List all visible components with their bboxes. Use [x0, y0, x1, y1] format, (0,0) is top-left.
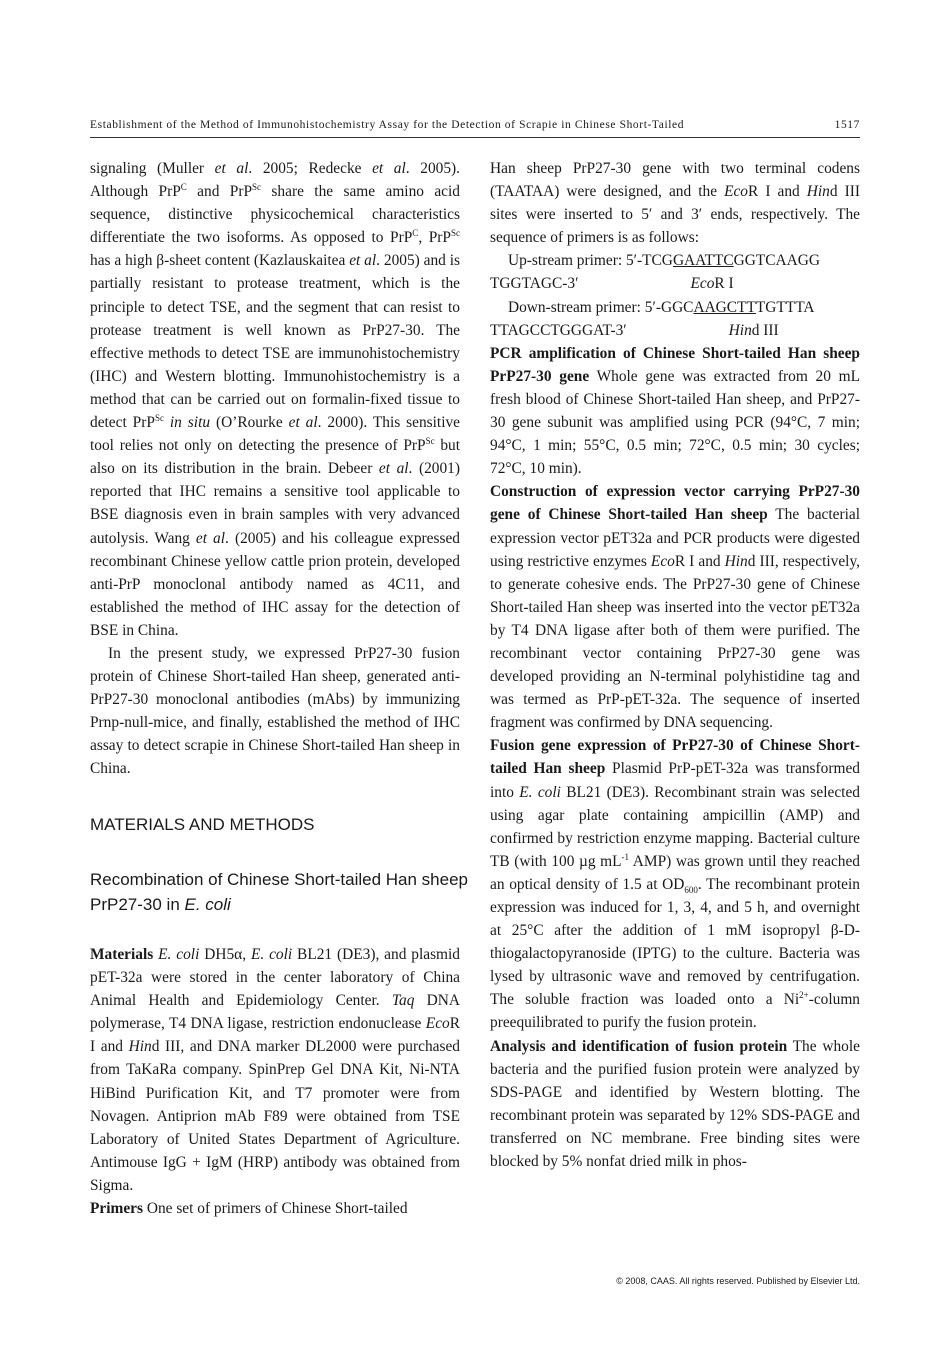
text-run: GAATTC — [672, 252, 734, 270]
text-run: d III, respectively, to generate cohesive ends. The PrP27-30 gene of Chinese Short-tailed Han sheep was inserted into the vector pET32a by T4 DNA ligase after both of them were purified. The recombinant vector containing PrP27-30 gene was developed providing an N-terminal polyhistidine tag and was termed as PrP-pET-32a. The sequence of inserted fragment was confirmed by DNA sequencing. — [490, 552, 860, 732]
section-heading: MATERIALS AND METHODS — [90, 815, 315, 834]
text-run: C — [412, 228, 419, 239]
text-run: Up-stream primer: 5′-TCG — [508, 252, 673, 270]
page-number: 1517 — [834, 119, 860, 131]
copyright-footer: © 2008, CAAS. All rights reserved. Published by Elsevier Ltd. — [616, 1276, 860, 1286]
text-run: share the same amino acid sequence, distinctive physicochemical characteristics differentiate the two isoforms. As opposed to PrP — [90, 183, 460, 247]
text-run: GGTCAAGG — [733, 252, 821, 270]
text-run: Hin — [728, 321, 752, 339]
text-run: The whole bacteria and the purified fusion protein were analyzed by SDS-PAGE and identified by Western blotting. The recombinant protein was separated by 12% SDS-PAGE and transferred on NC membrane. Free binding sites were blocked by 5% nonfat dried milk in phos- — [490, 1037, 860, 1171]
downstream-primer-line2 — [490, 319, 860, 342]
text-run: Eco — [724, 183, 749, 201]
text-run: et al — [195, 529, 226, 547]
text-run: DH5α, — [199, 946, 251, 963]
paragraph-primers-continued — [490, 157, 860, 249]
ecori-site-label — [690, 275, 733, 292]
text-run: AAGCTT — [693, 298, 756, 316]
text-run: R I and — [674, 552, 725, 570]
text-run: Hin — [806, 183, 830, 201]
header-rule — [90, 137, 860, 138]
text-run: Sc — [450, 228, 460, 239]
text-run: , PrP — [418, 229, 451, 247]
text-run: et al — [378, 460, 409, 478]
text-run: has a high β-sheet content (Kazlauskaitea — [90, 252, 350, 270]
text-run: . 2005) and is partially resistant to protease treatment, which is the principle to detect TSE, and the segment that can resist to protease treatment is well known as PrP27-30. The effective methods to detect TSE are immunohistochemistry (IHC) and Western blotting. Immunohistochemistry is a method that can be carried out on formalin-fixed tissue to detect PrP — [90, 252, 460, 432]
text-run: Taq — [391, 992, 415, 1010]
text-run: BL21 (DE3). Recombinant strain was selected using agar plate containing ampicillin (AMP) and confirmed by restriction enzyme mapping. Bacterial culture TB (with 100 µg mL — [490, 783, 860, 870]
text-run: Sc — [154, 412, 164, 423]
text-run: R I — [714, 275, 734, 293]
hindiii-site-label — [729, 322, 779, 339]
text-run: E. coli — [158, 946, 200, 963]
text-run: . 2005). Although PrP — [90, 160, 461, 201]
paragraph-primers-start — [90, 1197, 460, 1220]
paragraph-construction — [490, 480, 860, 734]
upstream-primer-seq — [490, 275, 578, 292]
text-run: -1 — [621, 851, 630, 862]
text-run: TGGTAGC-3′ — [490, 275, 579, 293]
text-run: Eco — [425, 1015, 450, 1033]
text-run: Plasmid PrP-pET-32a was transformed into — [490, 760, 860, 801]
text-run: Eco — [650, 552, 675, 570]
text-run: Recombination of Chinese Short-tailed Han sheep PrP27-30 in — [90, 870, 469, 914]
text-run: Eco — [690, 275, 715, 293]
text-run: . The recombinant protein expression was induced for 1, 3, 4, and 5 h, and overnight at 25°C after the addition of 1 mM isopropyl β-D-thiogalactopyranoside (IPTG) to the culture. Bacteria was lysed by ultrasonic wave and removed by centrifugation. The soluble fraction was loaded onto a Ni — [490, 875, 860, 1009]
left-column — [90, 157, 460, 781]
text-run: Materials — [90, 946, 154, 963]
subsection-heading — [90, 867, 470, 917]
paragraph-intro-continued — [90, 157, 460, 642]
text-run: Sc — [425, 436, 435, 446]
text-run: Primers — [90, 1200, 143, 1218]
text-run: Whole gene was extracted from 20 mL fresh blood of Chinese Short-tailed Han sheep, and PrP27-30 gene subunit was amplified using PCR (94°C, 7 min; 94°C, 1 min; 55°C, 0.5 min; 72°C, 0.5 min; 30 cycles; 72°C, 10 min). — [490, 367, 860, 478]
text-run: In the present study, we expressed PrP27-30 fusion protein of Chinese Short-tailed Han sheep, generated anti-PrP27-30 monoclonal antibodies (mAbs) by immunizing Prnp-null-mice, and finally, established the method of IHC assay to detect scrapie in Chinese Short-tailed Han sheep in China. — [90, 644, 460, 778]
downstream-primer-seq — [490, 322, 627, 339]
text-run: DNA polymerase, T4 DNA ligase, restriction endonuclease — [90, 992, 460, 1033]
text-run: R I and — [90, 1015, 460, 1056]
text-run: but also on its distribution in the brain. Debeer — [90, 437, 460, 478]
text-run: signaling (Muller — [90, 160, 215, 177]
paragraph-fusion-expression — [490, 734, 860, 1034]
text-run: -column preequilibrated to purify the fusion protein. — [490, 991, 860, 1032]
upstream-primer-line1 — [490, 249, 860, 272]
text-run: 2+ — [799, 990, 809, 1001]
paragraph-present-study — [90, 642, 460, 781]
text-run: Hin — [128, 1038, 152, 1056]
text-run: E. coli — [519, 783, 561, 801]
text-run: Sc — [252, 181, 262, 192]
materials-block — [90, 943, 460, 1220]
upstream-primer-line2 — [490, 272, 860, 295]
text-run: . 2005; Redecke — [248, 160, 373, 177]
text-run: 600 — [684, 884, 698, 895]
text-run: et al — [214, 160, 249, 177]
paragraph-materials — [90, 943, 460, 1197]
text-run: R I and — [748, 183, 807, 201]
text-run: . 2000). This sensitive tool relies not only on detecting the presence of PrP — [90, 414, 461, 455]
text-run: TGTTTA — [755, 298, 815, 316]
text-run: The bacterial expression vector pET32a and PCR products were digested using restrictive enzymes — [490, 506, 861, 570]
text-run: . (2001) reported that IHC remains a sensitive tool applicable to BSE diagnosis even in brain samples with very advanced autolysis. Wang — [90, 460, 460, 547]
text-run: Construction of expression vector carrying PrP27-30 gene of Chinese Short-tailed Han sheep — [490, 483, 860, 524]
text-run: Down-stream primer: 5′-GGC — [508, 298, 694, 316]
text-run: d III — [751, 321, 779, 339]
text-run: et al — [349, 252, 377, 270]
text-run: (O’Rourke — [210, 414, 289, 432]
text-run: and PrP — [186, 183, 253, 201]
text-run: et al — [372, 160, 406, 177]
text-run: Fusion gene expression of PrP27-30 of Chinese Short-tailed Han sheep — [490, 737, 860, 778]
text-run: E. coli — [184, 895, 231, 914]
text-run: d III sites were inserted to 5′ and 3′ ends, respectively. The sequence of primers is as follows: — [490, 183, 860, 247]
paragraph-analysis — [490, 1035, 860, 1174]
text-run: in situ — [169, 414, 211, 432]
downstream-primer-line1 — [490, 296, 860, 319]
text-run: C — [180, 181, 187, 192]
text-run: Han sheep PrP27-30 gene with two terminal codens (TAATAA) were designed, and the — [490, 160, 860, 201]
text-run: AMP) was grown until they reached an optical density of 1.5 at OD — [490, 852, 860, 893]
paragraph-pcr — [490, 342, 860, 481]
right-column — [490, 157, 860, 1173]
text-run: BL21 (DE3), and plasmid pET-32a were stored in the center laboratory of China Animal Health and Epidemiology Center. — [90, 946, 461, 1010]
text-run: PCR amplification of Chinese Short-tailed Han sheep PrP27-30 gene — [490, 344, 860, 385]
text-run: E. coli — [250, 946, 293, 963]
running-title: Establishment of the Method of Immunohistochemistry Assay for the Detection of Scrapie in Chinese Short-Tailed — [90, 119, 685, 131]
text-run: et al — [288, 414, 318, 432]
text-run: TTAGCCTGGGAT-3′ — [490, 321, 627, 339]
text-run: . (2005) and his colleague expressed recombinant Chinese yellow cattle prion protein, developed anti-PrP monoclonal antibody named as 4C11, and established the method of IHC assay for the detection of BSE in China. — [90, 529, 460, 639]
running-header — [90, 119, 860, 131]
text-run: One set of primers of Chinese Short-tailed — [142, 1200, 408, 1218]
text-run: d III, and DNA marker DL2000 were purchased from TaKaRa company. SpinPrep Gel DNA Kit, Ni-NTA HiBind Purification Kit, and T7 promoter were from Novagen. Antiprion mAb F89 were obtained from TSE Laboratory of United States Department of Agriculture. Antimouse IgG + IgM (HRP) antibody was obtained from Sigma. — [90, 1038, 460, 1194]
text-run: Hin — [724, 552, 748, 570]
text-run: Analysis and identification of fusion protein — [490, 1037, 788, 1055]
